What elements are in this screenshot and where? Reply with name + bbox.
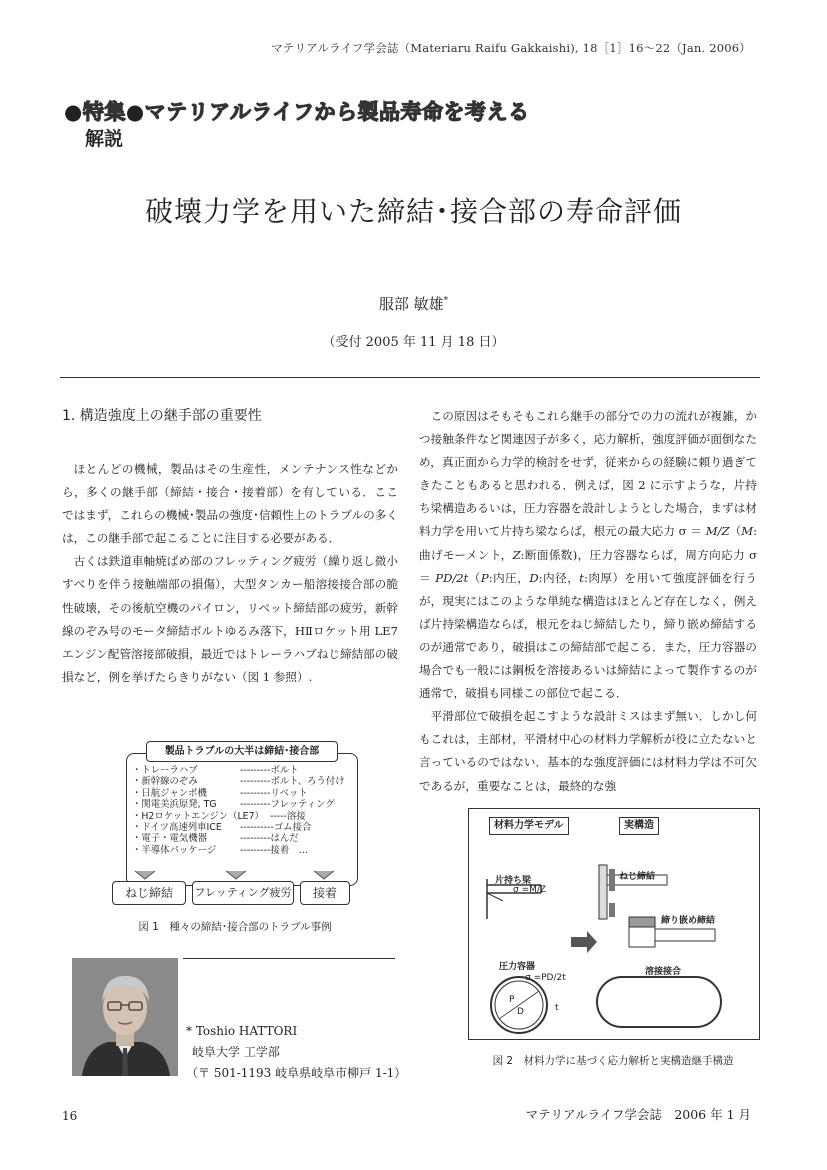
- journal-citation: マテリアルライフ学会誌（Materiaru Raifu Gakkaishi), 18［1］16〜22（Jan. 2006）: [271, 41, 751, 55]
- issue-label: -----溶接: [270, 810, 306, 822]
- figure2-vessel-label: 圧力容器: [499, 962, 536, 972]
- text-run: この原因はそもそもこれら継手の部分での力の流れが複雑，かつ接触条件など関連因子が多く，応力解析，強度評価が面倒なため，真正面から力学的検討をせず，従来からの経験に頼り過ぎてきたこともあると思われる．例えば，図 2 に示すような，片持ち梁構造あるいは，圧力容器を設計しようとした場合，まずは材料力学を用いて片持ち梁ならば，根元の最大応力 σ ＝: [419, 409, 757, 539]
- figure2-shrink-label: 締り嵌め締結: [661, 916, 716, 926]
- paragraph: ほとんどの機械，製品はその生産性，メンテナンス性などから，多くの継手部（締結・接合・接着部）を有している．ここではまず，これらの機械･製品の強度･信頼性上のトラブルの多くは，この継手部で起こることに注目する必要がある．: [62, 462, 398, 546]
- issue-label: ----------ゴム接合: [240, 822, 312, 834]
- affiliation-address: （〒 501-1193 岐阜県岐阜市柳戸 1-1）: [186, 1066, 407, 1080]
- issue-label: ---------接着 …: [240, 844, 308, 856]
- figure2-model-header: 材料力学モデル: [489, 817, 569, 835]
- product-label: ・日航ジャンボ機: [132, 787, 207, 799]
- bullet-icon: ●: [125, 100, 145, 124]
- section-type: 解説: [85, 128, 124, 150]
- issue-label: ---------ボルト、ろう付け: [240, 776, 345, 788]
- figure2-caption: 図 2 材料力学に基づく応力解析と実構造継手構造: [492, 1055, 734, 1067]
- issue-label: ---------ボルト: [240, 765, 299, 776]
- variable: D: [529, 570, 539, 585]
- feature-theme: マテリアルライフから製品寿命を考える: [144, 100, 530, 124]
- feature-label: 特集: [82, 100, 126, 124]
- figure2-weld-label: 溶接接合: [645, 967, 682, 977]
- figure2-symbol-d: D: [517, 1007, 524, 1017]
- variable: P: [480, 570, 489, 585]
- paragraph: 平滑部位で破損を起こすような設計ミスはまず無い．しかし何もこれは，主部材，平滑材中心の材料力学解析が役に立たないと言っているのではない．基本的な強度評価には材料力学は不可欠であるが，重要なことは，最終的な強: [419, 709, 757, 793]
- text-run: （: [468, 570, 481, 585]
- product-label: ・トレーラハブ: [132, 765, 198, 776]
- text-run: :内圧，: [488, 570, 530, 585]
- text-run: （: [729, 524, 742, 539]
- figure2-symbol-p: P: [509, 995, 515, 1005]
- author-line: [0, 293, 827, 314]
- article-title: 破壊力学を用いた締結･接合部の寿命評価: [144, 195, 682, 228]
- product-label: ・ドイツ高速列車ICE: [132, 822, 222, 834]
- list-item: [132, 811, 354, 822]
- paragraph: [419, 405, 757, 705]
- product-label: ・電子・電気機器: [132, 833, 208, 845]
- category-screw: ねじ締結: [112, 881, 186, 905]
- section-heading: 1. 構造強度上の継手部の重要性: [62, 408, 262, 424]
- bullet-icon: ●: [64, 100, 83, 124]
- list-item: [132, 822, 354, 833]
- variable: M: [741, 524, 754, 539]
- variable: t: [579, 570, 584, 585]
- chevron-down-icon: [313, 870, 335, 880]
- issue-label: ---------リベット: [240, 787, 308, 799]
- feature-banner: [64, 96, 530, 126]
- left-column: [62, 405, 398, 689]
- product-label: ・新幹線のぞみ: [132, 776, 198, 788]
- list-item: [132, 788, 354, 799]
- author-photo: [72, 958, 178, 1076]
- text-run: :曲げモーメント，: [419, 524, 757, 562]
- figure2-cantilever-formula: σ =M/Z: [513, 885, 547, 895]
- figure2-symbol-t: t: [555, 1003, 559, 1013]
- formula: PD/2t: [435, 570, 469, 585]
- author-note-divider: [183, 958, 395, 959]
- product-label: ・半導体パッケージ: [132, 844, 217, 856]
- list-item: [132, 799, 354, 810]
- figure2-vessel-formula: σ =PD/2t: [525, 973, 566, 983]
- variable: Z: [512, 547, 521, 562]
- product-label: ・H2ロケットエンジン（LE7）: [132, 810, 264, 822]
- issue-label: ---------フレッティング: [240, 799, 335, 811]
- author-romanized-name: * Toshio HATTORI: [186, 1024, 298, 1038]
- category-fretting: フレッティング疲労: [192, 881, 294, 905]
- figure2-cantilever-label: 片持ち梁: [495, 876, 532, 886]
- author-affiliation: [186, 1021, 406, 1084]
- figure1-list: [132, 765, 354, 856]
- received-date: （受付 2005 年 11 月 18 日）: [322, 335, 505, 350]
- footer-journal: マテリアルライフ学会誌 2006 年 1 月: [525, 1107, 751, 1122]
- figure1-caption: 図 1 種々の締結･接合部のトラブル事例: [138, 921, 332, 933]
- right-column: [419, 405, 757, 798]
- category-adhesive: 接着: [300, 881, 350, 905]
- list-item: [132, 765, 354, 776]
- figure1-header: 製品トラブルの大半は締結･接合部: [146, 741, 338, 762]
- issue-label: ---------はんだ: [240, 833, 299, 845]
- list-item: [132, 845, 354, 856]
- figure2-screw-label: ねじ締結: [619, 872, 656, 882]
- author-name: 服部 敏雄: [378, 295, 444, 313]
- figure2-real-header: 実構造: [619, 817, 659, 835]
- product-label: ・関電美浜原発, TG: [132, 799, 217, 811]
- chevron-down-icon: [134, 870, 156, 880]
- list-item: [132, 776, 354, 787]
- author-mark: *: [443, 296, 449, 306]
- list-item: [132, 833, 354, 844]
- text-run: :肉厚）を用いて強度評価を行うが，現実にはこのような単純な構造はほとんど存在しなく，例えば片持梁構造ならば，根元をねじ締結したり，締り嵌め締結するのが通常であり，破損はこの締結部で起こる．また，圧力容器の場合でも一般には鋼板を溶接あるいは締結によって製作するのが通常で，破損も同様この部位で起こる．: [419, 570, 757, 701]
- affiliation-institution: 岐阜大学 工学部: [192, 1045, 280, 1059]
- page-number: 16: [62, 1109, 78, 1123]
- text-run: :断面係数)，圧力容器ならば，周方向応力 σ ＝: [419, 547, 757, 585]
- chevron-down-icon: [225, 870, 247, 880]
- figure2-frame: [468, 808, 760, 1040]
- title-divider: [60, 377, 760, 378]
- text-run: :内径，: [538, 570, 580, 585]
- portrait-image: [72, 958, 178, 1076]
- formula: M/Z: [705, 524, 730, 539]
- paragraph: 古くは鉄道車軸焼ばめ部のフレッティング疲労（繰り返し微小すべりを伴う接触端部の損傷），大型タンカー船溶接接合部の脆性破壊，その後航空機のパイロン，リベット締結部の疲労，新幹線のぞみ号のモータ締結ボルトゆるみ落下，HⅡロケット用 LE7 エンジン配管溶接部破損，最近ではトレーラハブねじ締結部の破損など，例を挙げたらきりがない（図 1 参照）.: [62, 554, 398, 684]
